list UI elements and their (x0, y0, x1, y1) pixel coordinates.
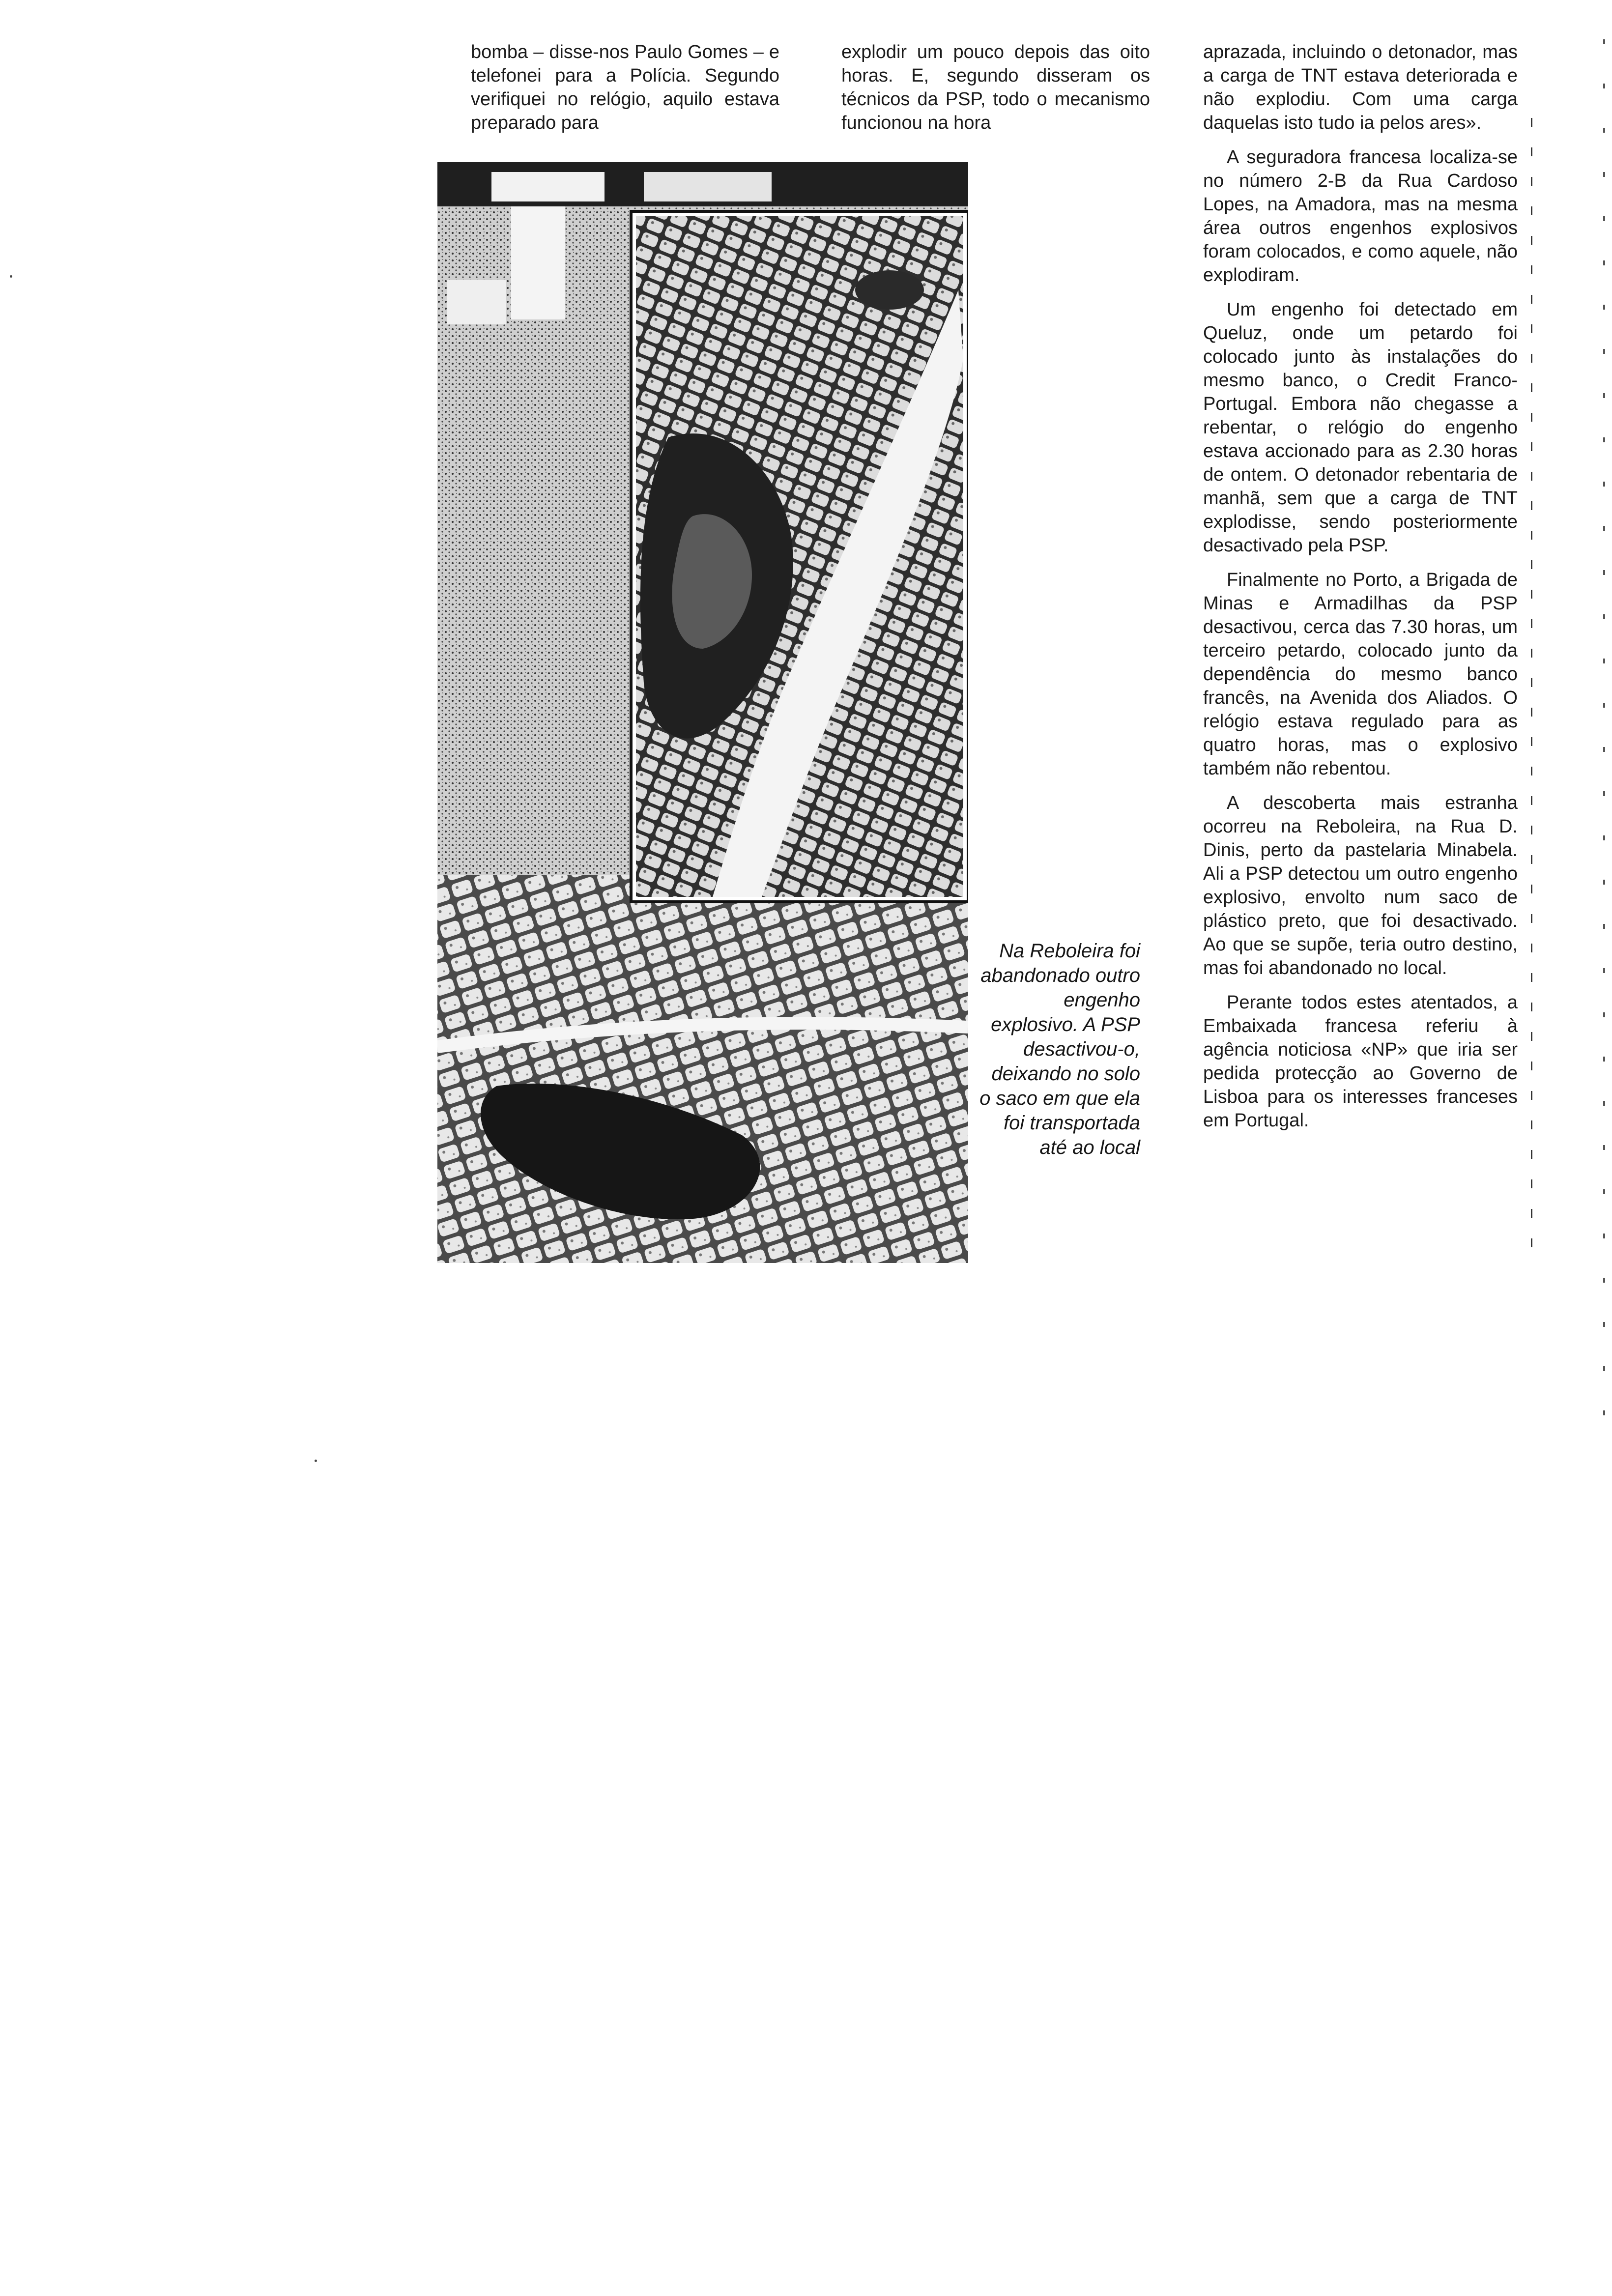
column-rule (1531, 118, 1532, 1248)
paragraph: A descoberta mais estranha ocorreu na Reboleira, na Rua D. Dinis, perto da pastelaria Minabela. Ali a PSP detectou um outro engenho explosivo, envolto num saco de plástico preto, que foi desactivado. Ao que se supõe, teria outro destino, mas foi abandonado no local. (1203, 793, 1518, 978)
scan-speck (10, 275, 12, 278)
paragraph: Um engenho foi detectado em Queluz, onde um petardo foi colocado junto às instalações do mesmo banco, o Credit Franco-Portugal. Embora não chegasse a rebentar, o relógio do engenho estava accionado para as 2.30 horas de ontem. O detonador rebentaria de manhã, sem que a carga de TNT explodisse, sendo posteriormente desactivado pela PSP. (1203, 299, 1518, 556)
paragraph: explodir um pouco depois das oito horas. E, segundo disseram os técnicos da PSP, todo o mecanismo funcionou na hora (841, 42, 1150, 133)
paragraph: Finalmente no Porto, a Brigada de Minas e Armadilhas da PSP desactivou, cerca das 7.30 horas, um terceiro petardo, colocado junto da dependência do mesmo banco francês, na Avenida dos Aliados. O relógio estava regulado para as quatro horas, mas o explosivo também não rebentou. (1203, 570, 1518, 779)
article-column-3 (1203, 40, 1518, 1132)
scan-speck (315, 1460, 317, 1462)
news-photo (437, 162, 968, 1263)
paragraph: aprazada, incluindo o detonador, mas a carga de TNT estava deteriorada e não explodiu. Com uma carga daquelas isto tudo ia pelos ares». (1203, 42, 1518, 133)
article-column-2 (841, 40, 1150, 135)
paragraph: bomba – disse-nos Paulo Gomes – e telefonei para a Polícia. Segundo verifiquei no relógio, aquilo estava preparado para (471, 42, 779, 133)
photo-caption: Na Reboleira foi abandonado outro engenho explosivo. A PSP desactivou-o, deixando no solo o saco em que ela foi transportada até ao local (979, 940, 1140, 1158)
paragraph: Perante todos estes atentados, a Embaixada francesa referiu à agência noticiosa «NP» que iria ser pedida protecção ao Governo de Lisboa para os interesses franceses em Portugal. (1203, 992, 1518, 1131)
scan-edge-marks (1603, 39, 1605, 1415)
paragraph: A seguradora francesa localiza-se no número 2-B da Rua Cardoso Lopes, na Amadora, mas na mesma área outros engenhos explosivos foram colocados, e como aquele, não explodiram. (1203, 147, 1518, 286)
article-column-1 (471, 40, 779, 135)
